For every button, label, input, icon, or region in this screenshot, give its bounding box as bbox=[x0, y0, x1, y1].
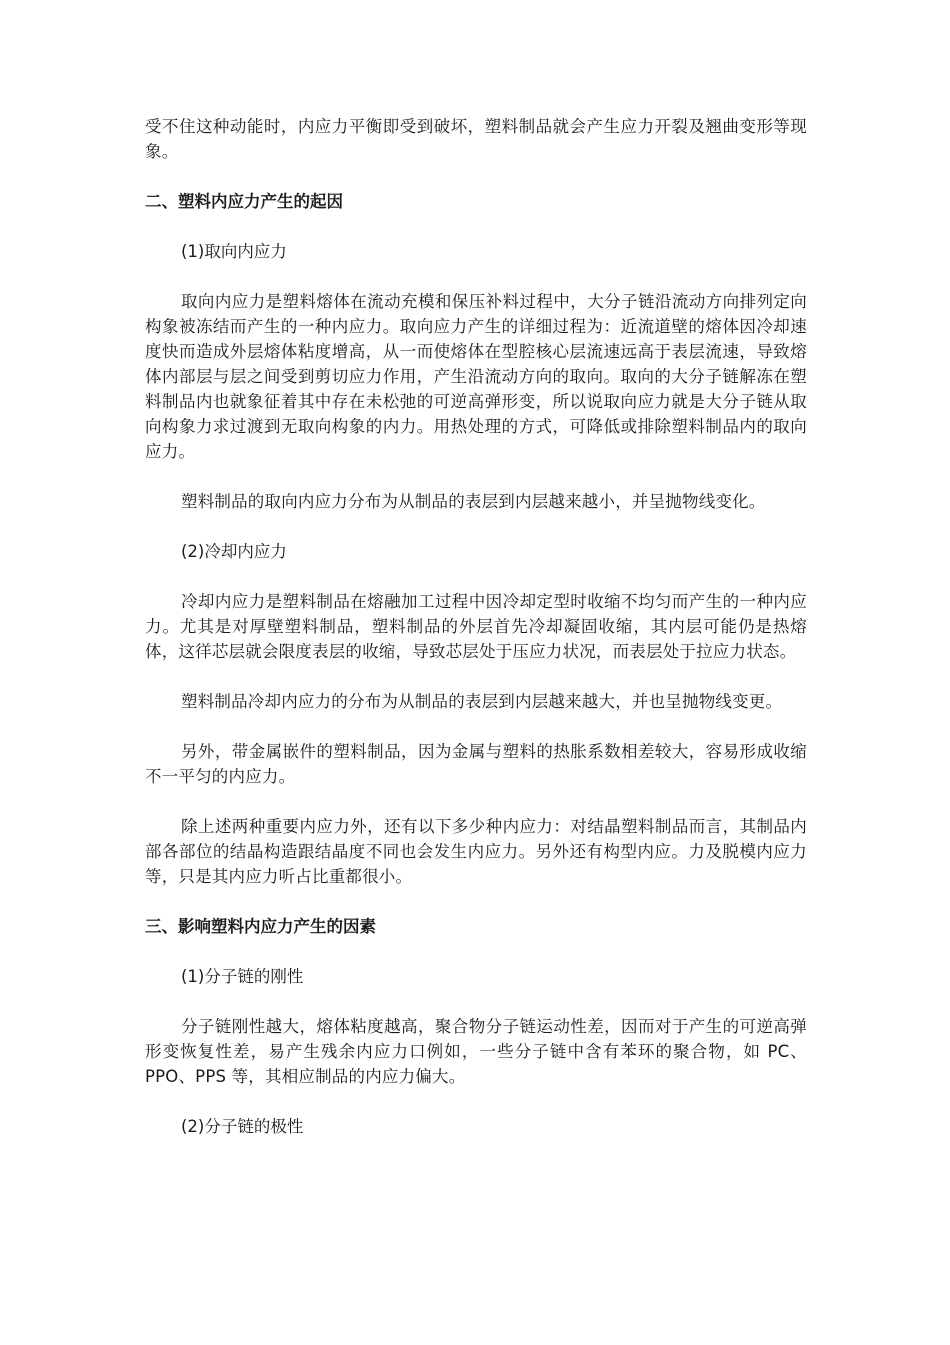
paragraph: 塑料制品的取向内应力分布为从制品的表层到内层越来越小，并呈抛物线变化。 bbox=[181, 492, 766, 511]
section-heading: 三、影响塑料内应力产生的因素 bbox=[145, 917, 376, 936]
section-heading: 二、塑料内应力产生的起因 bbox=[145, 192, 343, 211]
subsection-heading: (1)取向内应力 bbox=[181, 242, 287, 261]
paragraph: 分子链刚性越大，熔体粘度越高，聚合物分子链运动性差，因而对于产生的可逆高弹形变恢复性差，易产生残余内应力口例如，一些分子链中含有苯环的聚合物，如 PC、PPO、PPS 等，其相应制品的内应力偏大。 bbox=[145, 1017, 807, 1086]
paragraph: 受不住这种动能时，内应力平衡即受到破坏，塑料制品就会产生应力开裂及翘曲变形等现象。 bbox=[145, 117, 807, 161]
paragraph: 塑料制品冷却内应力的分布为从制品的表层到内层越来越大，并也呈抛物线变更。 bbox=[181, 692, 783, 711]
paragraph: 除上述两种重要内应力外，还有以下多少种内应力：对结晶塑料制品而言，其制品内部各部位的结晶构造跟结晶度不同也会发生内应力。另外还有构型内应。力及脱模内应力等，只是其内应力听占比重都很小。 bbox=[145, 817, 807, 886]
paragraph: 取向内应力是塑料熔体在流动充模和保压补料过程中，大分子链沿流动方向排列定向构象被冻结而产生的一种内应力。取向应力产生的详细过程为：近流道壁的熔体因冷却速度快而造成外层熔体粘度增高，从一而使熔体在型腔核心层流速远高于表层流速，导致熔体内部层与层之间受到剪切应力作用，产生沿流动方向的取向。取向的大分子链解冻在塑料制品内也就象征着其中存在未松弛的可逆高弹形变，所以说取向应力就是大分子链从取向构象力求过渡到无取向构象的内力。用热处理的方式，可降低或排除塑料制品内的取向应力。 bbox=[145, 292, 807, 461]
paragraph: 另外，带金属嵌件的塑料制品，因为金属与塑料的热胀系数相差较大，容易形成收缩不一平匀的内应力。 bbox=[145, 742, 807, 786]
subsection-heading: (2)冷却内应力 bbox=[181, 542, 287, 561]
document-body bbox=[145, 114, 807, 1139]
subsection-heading: (1)分子链的刚性 bbox=[181, 967, 304, 986]
paragraph: 冷却内应力是塑料制品在熔融加工过程中因冷却定型时收缩不均匀而产生的一种内应力。尤其是对厚壁塑料制品，塑料制品的外层首先冷却凝固收缩，其内层可能仍是热熔体，这徉芯层就会限度表层的收缩，导致芯层处于压应力状况，而表层处于拉应力状态。 bbox=[145, 592, 807, 661]
subsection-heading: (2)分子链的极性 bbox=[181, 1117, 304, 1136]
